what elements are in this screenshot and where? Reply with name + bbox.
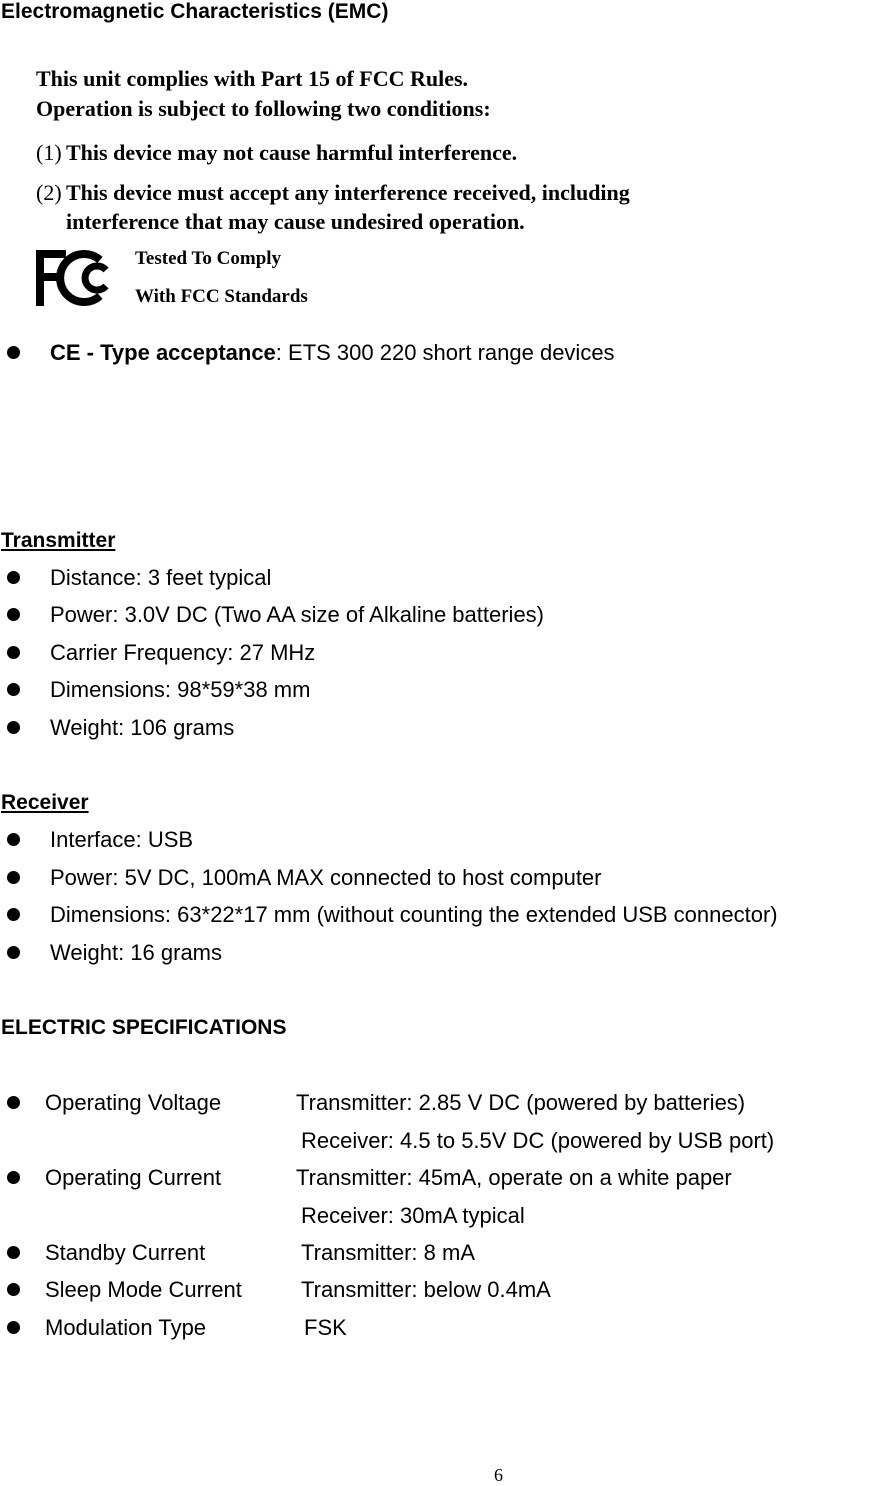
- spec-value: FSK: [304, 1315, 347, 1340]
- bullet-icon: [7, 571, 20, 584]
- condition-1-marker: (1): [36, 140, 62, 165]
- receiver-item: Power: 5V DC, 100mA MAX connected to host computer: [50, 865, 602, 890]
- receiver-item: Weight: 16 grams: [50, 940, 223, 965]
- transmitter-item: Carrier Frequency: 27 MHz: [50, 640, 316, 665]
- spec-label: Operating Current: [45, 1165, 222, 1190]
- bullet-icon: [7, 1283, 20, 1296]
- receiver-item: Dimensions: 63*22*17 mm (without counting the extended USB connector): [50, 902, 778, 927]
- bullet-icon: [7, 1246, 20, 1259]
- condition-1-text: This device may not cause harmful interference.: [66, 140, 518, 165]
- bullet-icon: [7, 721, 20, 734]
- spec-value: Receiver: 4.5 to 5.5V DC (powered by USB port): [301, 1128, 775, 1153]
- bullet-icon: [7, 646, 20, 659]
- ce-type-acceptance: [50, 340, 615, 366]
- spec-value: Transmitter: 45mA, operate on a white paper: [296, 1165, 732, 1190]
- bullet-icon: [7, 1171, 20, 1184]
- electric-specs-heading: ELECTRIC SPECIFICATIONS: [1, 1016, 287, 1039]
- bullet-icon: [7, 908, 20, 921]
- condition-2-text-line1: This device must accept any interference received, including: [66, 180, 630, 205]
- bullet-icon: [7, 1096, 20, 1109]
- fcc-compliance-line: This unit complies with Part 15 of FCC Rules.: [36, 66, 469, 91]
- transmitter-heading: Transmitter: [1, 529, 116, 552]
- transmitter-item: Distance: 3 feet typical: [50, 565, 272, 590]
- page-number: 6: [494, 1465, 503, 1485]
- ce-value: : ETS 300 220 short range devices: [275, 340, 615, 365]
- spec-label: Operating Voltage: [45, 1090, 222, 1115]
- spec-value: Transmitter: 2.85 V DC (powered by batteries): [296, 1090, 746, 1115]
- bullet-icon: [7, 946, 20, 959]
- ce-label: CE - Type acceptance: [50, 340, 276, 365]
- condition-2-marker: (2): [36, 180, 62, 205]
- spec-value: Receiver: 30mA typical: [301, 1203, 525, 1228]
- condition-2-text-line2: interference that may cause undesired operation.: [66, 209, 525, 234]
- spec-label: Sleep Mode Current: [45, 1277, 242, 1302]
- receiver-heading: Receiver: [1, 791, 89, 814]
- bullet-icon: [7, 346, 20, 359]
- fcc-logo-icon: [36, 250, 116, 306]
- transmitter-item: Weight: 106 grams: [50, 715, 235, 740]
- with-fcc-standards: With FCC Standards: [135, 286, 308, 307]
- spec-label: Modulation Type: [45, 1315, 207, 1340]
- bullet-icon: [7, 871, 20, 884]
- tested-to-comply: Tested To Comply: [135, 248, 282, 269]
- bullet-icon: [7, 833, 20, 846]
- transmitter-item: Power: 3.0V DC (Two AA size of Alkaline batteries): [50, 602, 545, 627]
- transmitter-item: Dimensions: 98*59*38 mm: [50, 677, 311, 702]
- spec-label: Standby Current: [45, 1240, 206, 1265]
- receiver-item: Interface: USB: [50, 827, 194, 852]
- emc-title: Electromagnetic Characteristics (EMC): [1, 0, 389, 23]
- fcc-conditions-intro: Operation is subject to following two conditions:: [36, 96, 491, 121]
- spec-value: Transmitter: 8 mA: [301, 1240, 475, 1265]
- bullet-icon: [7, 608, 20, 621]
- bullet-icon: [7, 1321, 20, 1334]
- spec-value: Transmitter: below 0.4mA: [301, 1277, 551, 1302]
- bullet-icon: [7, 683, 20, 696]
